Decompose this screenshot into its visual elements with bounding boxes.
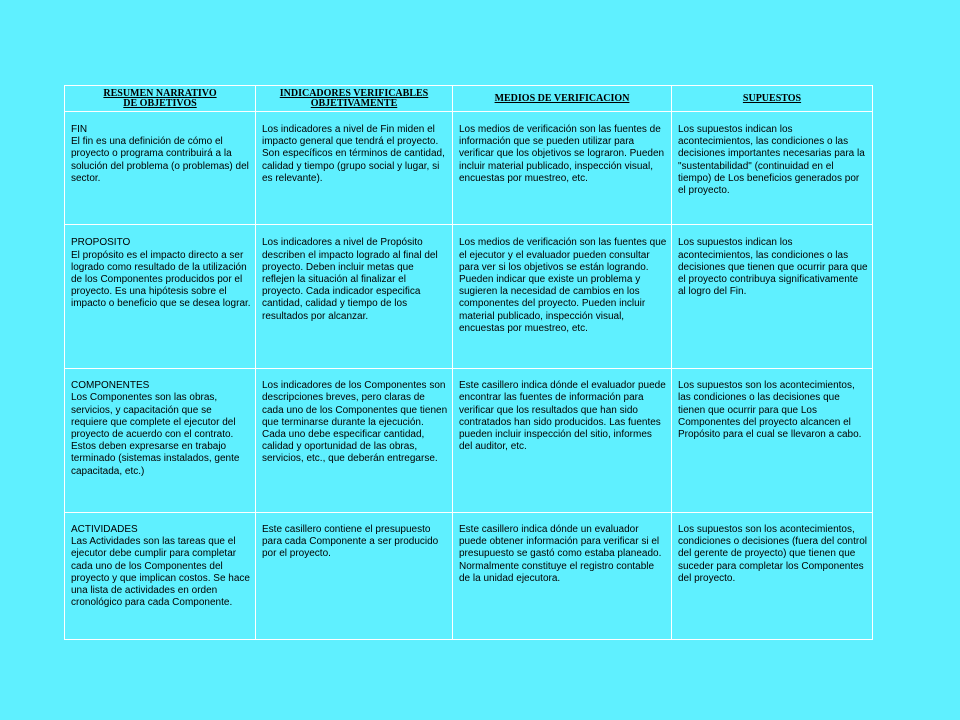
- cell-medios: [453, 225, 672, 369]
- row-title: PROPOSITO: [71, 237, 131, 249]
- table-row-actividades: [65, 512, 873, 639]
- header-resumen-line1: RESUMEN NARRATIVO: [103, 87, 217, 99]
- cell-resumen-text: Las Actividades son las tareas que el ejecutor debe cumplir para completar cada uno de los Componentes del proyecto y que implican costos. Se hace una lista de actividades en orden cronológico para cada Componente.: [71, 536, 250, 609]
- cell-supuestos-text: Los supuestos son los acontecimientos, condiciones o decisiones (fuera del control del gerente de proyecto) que tienen que suceder para completar los Componentes del proyecto.: [678, 523, 867, 584]
- table-row-componentes: [65, 369, 873, 513]
- cell-supuestos-text: Los supuestos indican los acontecimientos, las condiciones o las decisiones importantes necesarias para la "sustentabilidad" (continuidad en el tiempo) de Los beneficios generados por el proyecto.: [678, 124, 865, 197]
- cell-supuestos: [672, 369, 873, 513]
- cell-supuestos: [672, 512, 873, 639]
- cell-medios: [453, 112, 672, 225]
- marco-logico-table: [64, 85, 873, 640]
- cell-resumen: [65, 112, 256, 225]
- cell-medios: [453, 512, 672, 639]
- cell-resumen: [65, 512, 256, 639]
- row-title: FIN: [71, 124, 88, 135]
- header-resumen-line2: DE OBJETIVOS: [123, 97, 197, 109]
- cell-indicadores: [256, 369, 453, 513]
- header-indicadores-line2: OBJETIVAMENTE: [310, 97, 398, 109]
- cell-resumen-text: El propósito es el impacto directo a ser logrado como resultado de la utilización de los Componentes producidos por el proyecto. Es una hipótesis sobre el impacto o beneficio que se desea lograr.: [71, 249, 251, 310]
- cell-indicadores-text: Los indicadores de los Componentes son descripciones breves, pero claras de cada uno de los Componentes que tienen que terminarse durante la ejecución. Cada uno debe especificar cantidad, calidad y oportunidad de las obras, servicios, etc., que deberán entregarse.: [262, 380, 448, 465]
- header-resumen: [65, 86, 256, 112]
- cell-supuestos-text: Los supuestos son los acontecimientos, las condiciones o las decisiones que tienen que ocurrir para que Los Componentes del proyecto alcancen el Propósito para el cual se llevaron a cabo.: [678, 380, 862, 440]
- cell-resumen-text: Los Componentes son las obras, servicios, y capacitación que se requiere que complete el ejecutor del proyecto de acuerdo con el contrato. Estos deben expresarse en trabajo terminado (sistemas instalados, gente capacitada, etc.): [71, 392, 240, 477]
- cell-resumen: [65, 369, 256, 513]
- cell-resumen: [65, 225, 256, 369]
- cell-supuestos-text: Los supuestos indican los acontecimientos, las condiciones o las decisiones que tienen que ocurrir para que el proyecto contribuya significativamente al logro del Fin.: [678, 237, 868, 298]
- cell-medios-text: Este casillero indica dónde el evaluador puede encontrar las fuentes de información para verificar que los resultados que han sido contratados han sido producidos. Las fuentes pueden incluir inspección del sitio, informes del auditor, etc.: [459, 380, 666, 453]
- row-title: COMPONENTES: [71, 380, 150, 392]
- cell-resumen-text: El fin es una definición de cómo el proyecto o programa contribuirá a la solución del problema (o problemas) del sector.: [71, 136, 249, 184]
- cell-medios-text: Este casillero indica dónde un evaluador puede obtener información para verificar si el presupuesto se gastó como estaba planeado. Normalmente constituye el registro contable de la unidad ejecutora.: [459, 523, 662, 584]
- header-medios-label: MEDIOS DE VERIFICACION: [494, 92, 630, 104]
- header-supuestos: [672, 86, 873, 112]
- cell-supuestos: [672, 225, 873, 369]
- table-row-proposito: [65, 225, 873, 369]
- header-indicadores-line1: INDICADORES VERIFICABLES: [279, 87, 429, 99]
- row-title: ACTIVIDADES: [71, 523, 138, 535]
- cell-indicadores-text: Los indicadores a nivel de Fin miden el impacto general que tendrá el proyecto. Son específicos en términos de cantidad, calidad y tiempo (grupo social y lugar, si es relevante).: [262, 124, 445, 184]
- header-row: [65, 86, 873, 112]
- cell-medios-text: Los medios de verificación son las fuentes de información que se pueden utilizar para verificar que los objetivos se lograron. Pueden incluir material publicado, inspección visual, encuestas por muestreo, etc.: [459, 124, 665, 184]
- cell-indicadores: [256, 225, 453, 369]
- cell-medios: [453, 369, 672, 513]
- cell-supuestos: [672, 112, 873, 225]
- cell-indicadores-text: Este casillero contiene el presupuesto para cada Componente a ser producido por el proyecto.: [262, 523, 439, 560]
- cell-indicadores-text: Los indicadores a nivel de Propósito describen el impacto logrado al final del proyecto. Deben incluir metas que reflejen la situación al finalizar el proyecto. Cada indicador especifica cantidad, calidad y tiempo de los resultados por alcanzar.: [262, 237, 438, 322]
- cell-medios-text: Los medios de verificación son las fuentes que el ejecutor y el evaluador pueden consultar para ver si los objetivos se están logrando. Pueden indicar que existe un problema y sugieren la necesidad de cambios en los componentes del proyecto. Pueden incluir material publicado, inspección visual, encuestas por muestreo, etc.: [459, 237, 667, 334]
- header-medios: [453, 86, 672, 112]
- cell-indicadores: [256, 112, 453, 225]
- cell-indicadores: [256, 512, 453, 639]
- table-row-fin: [65, 112, 873, 225]
- header-supuestos-label: SUPUESTOS: [742, 92, 802, 104]
- header-indicadores: [256, 86, 453, 112]
